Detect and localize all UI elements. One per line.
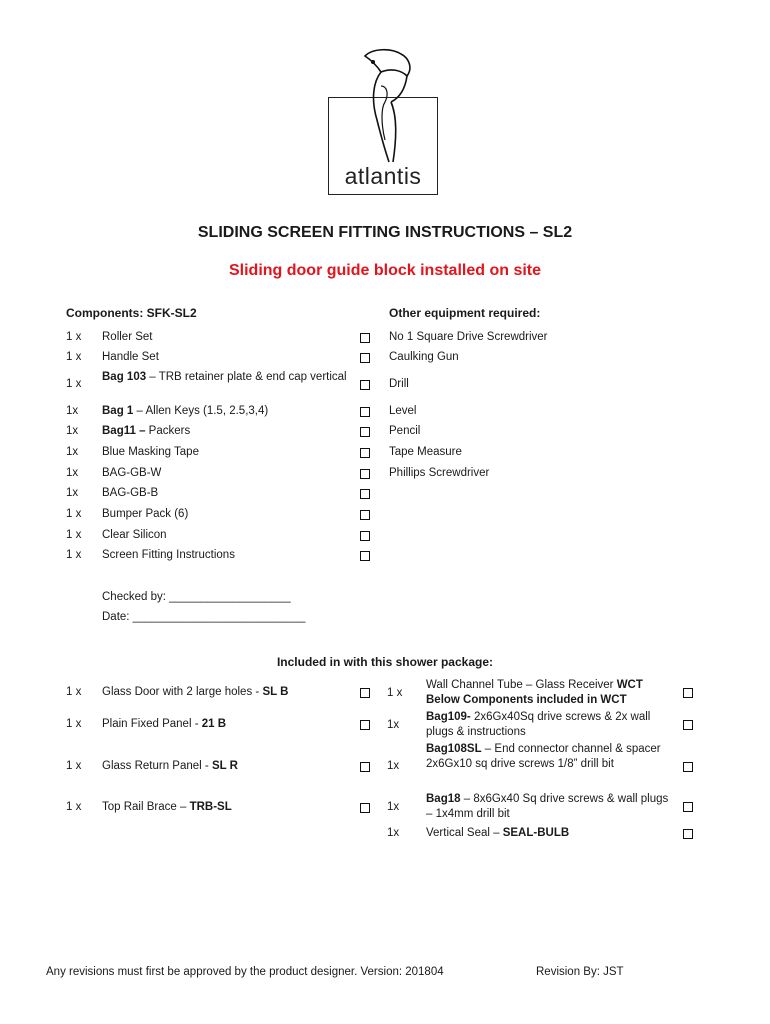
checkbox[interactable] — [360, 469, 370, 479]
equipment-heading: Other equipment required: — [389, 306, 541, 320]
checkbox[interactable] — [360, 489, 370, 499]
item-qty: 1 x — [66, 508, 82, 520]
date-line: Date: ___________________________ — [102, 611, 306, 623]
item-label — [102, 717, 226, 732]
checked-by-line: Checked by: ___________________ — [102, 591, 291, 603]
item-text: – End connector channel & spacer 2x6Gx10 sq drive screws 1/8” drill bit — [426, 743, 661, 770]
page-title: SLIDING SCREEN FITTING INSTRUCTIONS – SL2 — [197, 224, 573, 241]
item-text: Packers — [145, 425, 191, 437]
item-label: Roller Set — [102, 331, 153, 343]
item-bold: Bag 103 — [102, 371, 147, 383]
checkbox[interactable] — [360, 448, 370, 458]
item-text: Wall Channel Tube – Glass Receiver — [426, 679, 617, 691]
item-code: WCT — [616, 679, 643, 691]
checkbox[interactable] — [360, 803, 370, 813]
item-qty: 1 x — [66, 351, 82, 363]
item-qty: 1 x — [66, 718, 82, 730]
item-text: Top Rail Brace – — [102, 801, 190, 813]
atlantis-logo — [328, 97, 438, 195]
list-item: Caulking Gun — [389, 351, 459, 363]
item-label — [102, 424, 190, 439]
item-bold: Bag18 — [426, 793, 461, 805]
item-label — [426, 826, 569, 841]
checkbox[interactable] — [683, 720, 693, 730]
item-label — [102, 800, 232, 815]
item-qty: 1x — [387, 760, 400, 772]
item-qty: 1x — [387, 801, 400, 813]
item-qty: 1 x — [66, 331, 82, 343]
item-label — [102, 370, 352, 385]
item-code: SEAL-BULB — [502, 827, 570, 839]
item-label: Bumper Pack (6) — [102, 508, 189, 520]
item-qty: 1x — [66, 487, 79, 499]
page-subtitle: Sliding door guide block installed on site — [228, 262, 542, 279]
checkbox[interactable] — [360, 333, 370, 343]
item-qty: 1 x — [66, 549, 82, 561]
item-code: SL B — [262, 686, 289, 698]
item-label: BAG-GB-B — [102, 487, 159, 499]
checkbox[interactable] — [360, 720, 370, 730]
item-qty: 1 x — [66, 801, 82, 813]
checkbox[interactable] — [360, 762, 370, 772]
item-text: – TRB retainer plate & end cap vertical — [146, 371, 347, 383]
list-item: Level — [389, 405, 417, 417]
item-code: TRB-SL — [189, 801, 232, 813]
checkbox[interactable] — [683, 802, 693, 812]
checkbox[interactable] — [360, 353, 370, 363]
item-label: Screen Fitting Instructions — [102, 549, 235, 561]
item-qty: 1 x — [387, 687, 403, 699]
checkbox[interactable] — [360, 380, 370, 390]
item-label: Clear Silicon — [102, 529, 167, 541]
item-qty: 1 x — [66, 686, 82, 698]
components-heading: Components: SFK-SL2 — [66, 306, 197, 320]
item-bold: Bag109- — [426, 711, 471, 723]
item-label — [426, 710, 671, 740]
list-item: Tape Measure — [389, 446, 462, 458]
item-qty: 1 x — [66, 378, 82, 390]
item-qty: 1x — [66, 446, 79, 458]
checkbox[interactable] — [360, 551, 370, 561]
item-bold: Bag108SL — [426, 743, 482, 755]
logo-wordmark: atlantis — [344, 163, 422, 189]
checkbox[interactable] — [683, 829, 693, 839]
item-subheading: Below Components included in WCT — [426, 694, 627, 706]
item-qty: 1 x — [66, 760, 82, 772]
item-label — [426, 742, 671, 772]
item-label — [102, 685, 288, 700]
list-item: Drill — [389, 378, 409, 390]
item-qty: 1x — [387, 719, 400, 731]
checkbox[interactable] — [360, 407, 370, 417]
item-text: 2x6Gx40Sq drive screws & 2x wall plugs & instructions — [426, 711, 651, 738]
item-bold: Bag 1 — [102, 405, 134, 417]
item-bold: Bag11 – — [102, 425, 146, 437]
item-text: Plain Fixed Panel - — [102, 718, 202, 730]
item-text: – 8x6Gx40 Sq drive screws & wall plugs – 1x4mm drill bit — [426, 793, 669, 820]
item-qty: 1x — [66, 467, 79, 479]
checkbox[interactable] — [360, 427, 370, 437]
item-label — [426, 678, 676, 708]
item-label: BAG-GB-W — [102, 467, 162, 479]
item-text: – Allen Keys (1.5, 2.5,3,4) — [133, 405, 269, 417]
revision-note: Any revisions must first be approved by the product designer. Version: 201804 — [46, 966, 444, 978]
item-label: Handle Set — [102, 351, 159, 363]
item-qty: 1x — [387, 827, 400, 839]
list-item: Pencil — [389, 425, 421, 437]
item-qty: 1x — [66, 405, 79, 417]
item-code: 21 B — [201, 718, 227, 730]
item-label — [102, 404, 268, 419]
checkbox[interactable] — [683, 762, 693, 772]
item-text: Vertical Seal – — [426, 827, 503, 839]
item-code: SL R — [211, 760, 238, 772]
item-text: Glass Door with 2 large holes - — [102, 686, 263, 698]
item-qty: 1 x — [66, 529, 82, 541]
checkbox[interactable] — [360, 531, 370, 541]
toucan-icon — [351, 46, 421, 166]
item-qty: 1x — [66, 425, 79, 437]
checkbox[interactable] — [360, 688, 370, 698]
item-label: Blue Masking Tape — [102, 446, 199, 458]
list-item: No 1 Square Drive Screwdriver — [389, 331, 548, 343]
list-item: Phillips Screwdriver — [389, 467, 490, 479]
revision-by: Revision By: JST — [536, 966, 624, 978]
item-label — [426, 792, 671, 822]
package-heading: Included in with this shower package: — [276, 655, 494, 669]
item-text: Glass Return Panel - — [102, 760, 212, 772]
checkbox[interactable] — [360, 510, 370, 520]
item-label — [102, 759, 238, 774]
checkbox[interactable] — [683, 688, 693, 698]
